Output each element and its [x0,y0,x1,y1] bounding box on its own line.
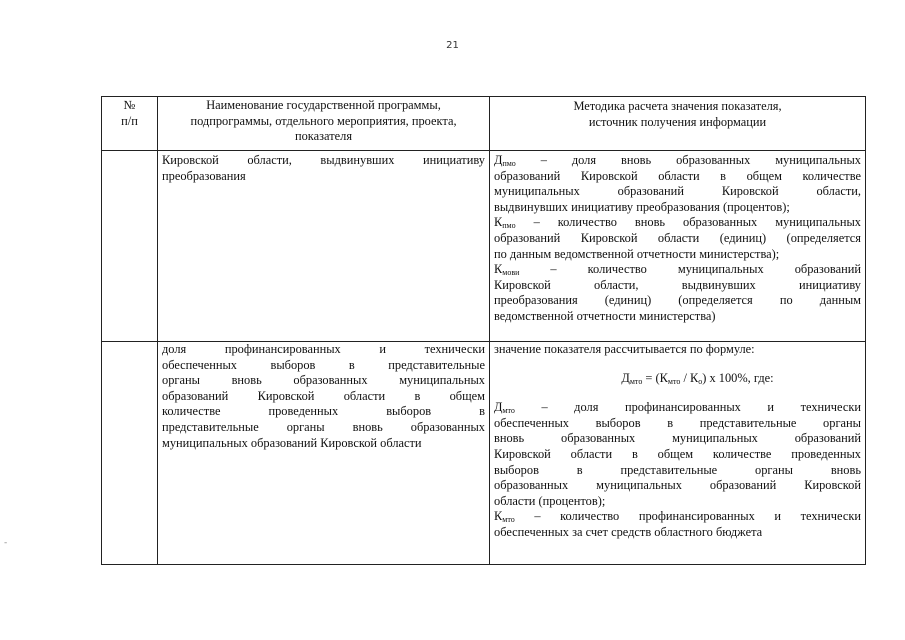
method-text-line [494,278,861,294]
method-text: преобразования (единиц) (определяется по данным [494,293,861,308]
method-text-line [494,309,861,325]
method-text-line [494,478,861,494]
method-text: – количество муниципальных образований [519,262,861,277]
method-text: области (процентов); [494,493,606,508]
formula-eq: = (К [642,370,668,385]
page-number: 21 [446,40,459,51]
variable-symbol: К [494,509,503,524]
method-text: обеспеченных выборов в представительные органы [494,415,861,430]
variable-symbol: Д [494,153,503,167]
table-row [102,151,866,342]
variable-subscript: мто [502,515,515,525]
formula-k2-sub: о [698,376,703,386]
name-text-line: количестве проведенных выборов в [162,404,485,419]
method-text: Кировской области, выдвинувших инициативу [494,277,861,292]
formula [494,371,861,387]
margin-mark: - [4,538,8,548]
method-text-line [494,463,861,479]
table-header-row [102,97,866,151]
method-text-line [494,169,861,185]
indicator-table [101,96,866,565]
variable-subscript: пмо [502,159,516,168]
name-text-line: доля профинансированных и технически [162,342,485,356]
method-text-line [494,431,861,447]
method-text: – количество профинансированных и технически [514,509,861,524]
method-text: выдвинувших инициативу преобразования (процентов); [494,199,790,214]
variable-subscript: мови [502,268,520,278]
method-text-line [494,231,861,247]
formula-tail: ) x 100%, где: [702,370,774,385]
formula-lhs: Д [621,370,630,385]
method-text: Кировской области в общем количестве проведенных [494,446,861,461]
method-text: вновь образованных муниципальных образований [494,431,861,446]
method-text-line [494,184,861,200]
header-name-line: подпрограммы, отдельного мероприятия, проекта, [190,113,457,128]
method-text-line [494,525,861,541]
name-text-line: муниципальных образований Кировской области [162,435,422,450]
method-text: – количество вновь образованных муниципальных [515,215,861,230]
row-name-cell [158,151,490,342]
formula-k1-sub: мто [667,376,681,386]
header-number-line: № [123,98,136,112]
method-text-line [494,447,861,463]
table-row [102,342,866,565]
method-text: по данным ведомственной отчетности министерства); [494,246,780,261]
variable-subscript: мто [502,406,515,416]
method-text-line [494,293,861,309]
method-intro: значение показателя рассчитывается по формуле: [494,342,755,356]
method-text: муниципальных образований Кировской области, [494,184,861,199]
method-text: образований Кировской области в общем количестве [494,168,861,183]
method-text-line [494,509,861,525]
method-text: образований Кировской области (единиц) (определяется [494,230,861,245]
method-text-line [494,416,861,432]
method-text-line [494,262,861,278]
name-text-line: представительные органы вновь образованных [162,419,485,434]
method-text: – доля вновь образованных муниципальных [515,153,861,167]
row-name-cell [158,342,490,565]
row-method-cell [490,342,866,565]
row-number-cell [102,151,158,342]
method-text-line [494,400,861,416]
header-method-line: Методика расчета значения показателя, [573,99,782,113]
header-name [158,97,490,151]
name-text-line: преобразования [162,168,246,183]
name-text-line: органы вновь образованных муниципальных [162,373,485,388]
header-name-line: Наименование государственной программы, [206,98,441,112]
method-text: выборов в представительные органы вновь [494,462,861,477]
method-text-line [494,215,861,231]
method-text-line [494,494,861,510]
method-text-line [494,153,861,169]
row-number-cell [102,342,158,565]
header-number [102,97,158,151]
name-text-line: обеспеченных выборов в представительные [162,357,485,372]
header-name-line: показателя [294,129,353,144]
method-text: – доля профинансированных и технически [514,400,861,415]
variable-symbol: К [494,262,503,277]
method-text: обеспеченных за счет средств областного бюджета [494,524,763,539]
method-text-line [494,247,861,263]
method-text-line [494,200,861,216]
variable-symbol: Д [494,400,503,415]
name-text-line: образований Кировской области в общем [162,388,485,403]
variable-symbol: К [494,215,503,230]
formula-lhs-sub: мто [629,376,643,386]
header-number-line: п/п [121,113,138,128]
row-method-cell [490,151,866,342]
name-text-line: Кировской области, выдвинувших инициативу [162,153,485,167]
formula-div: / К [680,370,699,385]
header-method-line: источник получения информации [588,114,767,129]
variable-subscript: пмо [502,221,516,231]
header-method [490,97,866,151]
method-text: ведомственной отчетности министерства) [494,308,716,323]
method-text: образованных муниципальных образований Кировской [494,478,861,493]
